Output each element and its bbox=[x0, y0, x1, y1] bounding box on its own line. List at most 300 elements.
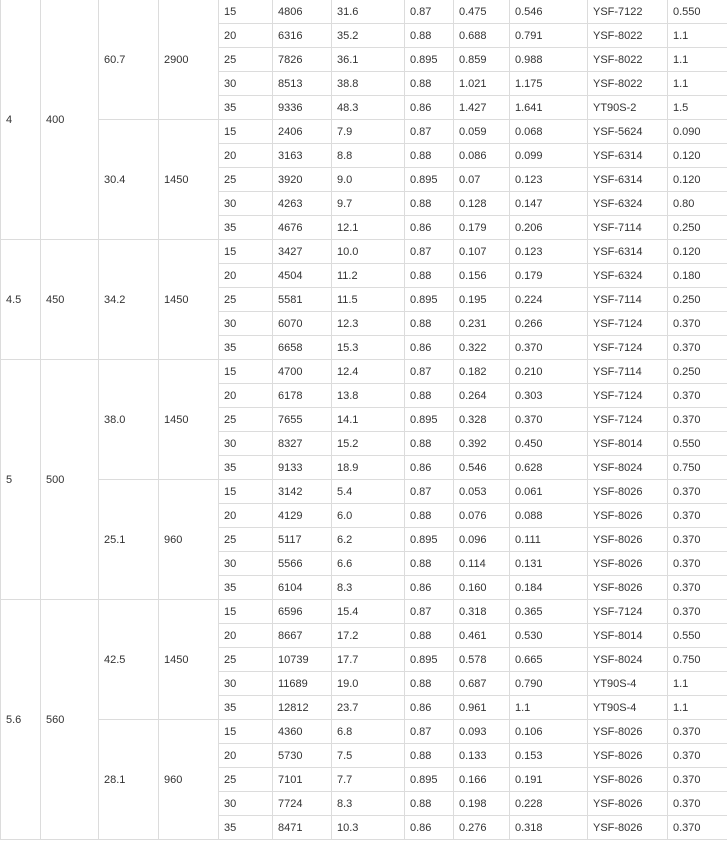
motor-power-cell: 0.090 bbox=[668, 120, 727, 144]
motor-power-cell: 0.550 bbox=[668, 0, 727, 24]
efficiency-cell: 0.88 bbox=[405, 144, 454, 168]
airflow-cell: 7826 bbox=[273, 48, 332, 72]
pressure-cell: 8.8 bbox=[332, 144, 405, 168]
angle-cell: 25 bbox=[219, 48, 273, 72]
angle-cell: 15 bbox=[219, 120, 273, 144]
efficiency-cell: 0.86 bbox=[405, 456, 454, 480]
model-no-cell: 5.6 bbox=[1, 600, 41, 840]
angle-cell: 20 bbox=[219, 24, 273, 48]
motor-model-cell: YSF-8026 bbox=[588, 528, 668, 552]
airflow-cell: 3920 bbox=[273, 168, 332, 192]
rated-power-cell: 0.450 bbox=[510, 432, 588, 456]
rated-power-cell: 0.303 bbox=[510, 384, 588, 408]
angle-cell: 35 bbox=[219, 456, 273, 480]
efficiency-cell: 0.87 bbox=[405, 360, 454, 384]
angle-cell: 35 bbox=[219, 96, 273, 120]
motor-model-cell: YSF-6314 bbox=[588, 168, 668, 192]
motor-power-cell: 1.1 bbox=[668, 672, 727, 696]
angle-cell: 15 bbox=[219, 600, 273, 624]
efficiency-cell: 0.86 bbox=[405, 336, 454, 360]
efficiency-cell: 0.895 bbox=[405, 408, 454, 432]
motor-model-cell: YSF-8026 bbox=[588, 504, 668, 528]
rated-power-cell: 0.266 bbox=[510, 312, 588, 336]
motor-power-cell: 1.5 bbox=[668, 96, 727, 120]
pressure-cell: 48.3 bbox=[332, 96, 405, 120]
airflow-cell: 3163 bbox=[273, 144, 332, 168]
shaft-power-cell: 1.427 bbox=[454, 96, 510, 120]
impeller-diameter-cell: 450 bbox=[41, 240, 99, 360]
shaft-power-cell: 0.059 bbox=[454, 120, 510, 144]
efficiency-cell: 0.88 bbox=[405, 624, 454, 648]
pressure-cell: 6.6 bbox=[332, 552, 405, 576]
angle-cell: 30 bbox=[219, 72, 273, 96]
rpm-cell: 960 bbox=[159, 480, 219, 600]
airflow-cell: 8471 bbox=[273, 816, 332, 840]
angle-cell: 25 bbox=[219, 528, 273, 552]
angle-cell: 20 bbox=[219, 384, 273, 408]
pressure-cell: 38.8 bbox=[332, 72, 405, 96]
rpm-cell: 960 bbox=[159, 720, 219, 840]
rated-power-cell: 0.206 bbox=[510, 216, 588, 240]
motor-model-cell: YSF-7124 bbox=[588, 336, 668, 360]
airflow-cell: 3427 bbox=[273, 240, 332, 264]
pressure-cell: 15.3 bbox=[332, 336, 405, 360]
motor-power-cell: 0.370 bbox=[668, 528, 727, 552]
shaft-power-cell: 0.182 bbox=[454, 360, 510, 384]
motor-model-cell: YSF-8026 bbox=[588, 744, 668, 768]
motor-model-cell: YSF-7124 bbox=[588, 312, 668, 336]
efficiency-cell: 0.88 bbox=[405, 192, 454, 216]
impeller-diameter-cell: 500 bbox=[41, 360, 99, 600]
airflow-cell: 8513 bbox=[273, 72, 332, 96]
motor-model-cell: YSF-8024 bbox=[588, 648, 668, 672]
efficiency-cell: 0.86 bbox=[405, 696, 454, 720]
motor-power-cell: 1.1 bbox=[668, 696, 727, 720]
shaft-power-cell: 0.156 bbox=[454, 264, 510, 288]
rated-power-cell: 0.665 bbox=[510, 648, 588, 672]
airflow-cell: 12812 bbox=[273, 696, 332, 720]
rpm-cell: 1450 bbox=[159, 240, 219, 360]
rated-power-cell: 0.061 bbox=[510, 480, 588, 504]
angle-cell: 25 bbox=[219, 648, 273, 672]
pressure-cell: 12.4 bbox=[332, 360, 405, 384]
shaft-power-cell: 0.687 bbox=[454, 672, 510, 696]
efficiency-cell: 0.87 bbox=[405, 120, 454, 144]
rated-power-cell: 0.791 bbox=[510, 24, 588, 48]
rated-power-cell: 0.191 bbox=[510, 768, 588, 792]
pressure-cell: 12.1 bbox=[332, 216, 405, 240]
rated-power-cell: 0.106 bbox=[510, 720, 588, 744]
shaft-power-cell: 0.076 bbox=[454, 504, 510, 528]
motor-model-cell: YSF-7122 bbox=[588, 0, 668, 24]
shaft-power-cell: 1.021 bbox=[454, 72, 510, 96]
motor-model-cell: YSF-8022 bbox=[588, 48, 668, 72]
shaft-power-cell: 0.07 bbox=[454, 168, 510, 192]
pressure-cell: 9.0 bbox=[332, 168, 405, 192]
efficiency-cell: 0.88 bbox=[405, 672, 454, 696]
efficiency-cell: 0.895 bbox=[405, 288, 454, 312]
efficiency-cell: 0.87 bbox=[405, 240, 454, 264]
angle-cell: 30 bbox=[219, 192, 273, 216]
motor-power-cell: 0.80 bbox=[668, 192, 727, 216]
efficiency-cell: 0.88 bbox=[405, 552, 454, 576]
angle-cell: 35 bbox=[219, 336, 273, 360]
rated-power-cell: 0.123 bbox=[510, 168, 588, 192]
efficiency-cell: 0.86 bbox=[405, 96, 454, 120]
shaft-power-cell: 0.133 bbox=[454, 744, 510, 768]
motor-power-cell: 0.750 bbox=[668, 648, 727, 672]
efficiency-cell: 0.86 bbox=[405, 216, 454, 240]
shaft-power-cell: 0.859 bbox=[454, 48, 510, 72]
pressure-cell: 6.2 bbox=[332, 528, 405, 552]
airflow-cell: 10739 bbox=[273, 648, 332, 672]
impeller-diameter-cell: 560 bbox=[41, 600, 99, 840]
rated-power-cell: 0.088 bbox=[510, 504, 588, 528]
pressure-cell: 14.1 bbox=[332, 408, 405, 432]
shaft-power-cell: 0.475 bbox=[454, 0, 510, 24]
airflow-cell: 6658 bbox=[273, 336, 332, 360]
motor-power-cell: 0.370 bbox=[668, 504, 727, 528]
tip-speed-cell: 38.0 bbox=[99, 360, 159, 480]
rated-power-cell: 0.370 bbox=[510, 408, 588, 432]
efficiency-cell: 0.88 bbox=[405, 312, 454, 336]
rated-power-cell: 0.153 bbox=[510, 744, 588, 768]
pressure-cell: 17.7 bbox=[332, 648, 405, 672]
efficiency-cell: 0.88 bbox=[405, 792, 454, 816]
motor-power-cell: 0.250 bbox=[668, 216, 727, 240]
shaft-power-cell: 0.166 bbox=[454, 768, 510, 792]
motor-model-cell: YSF-6324 bbox=[588, 264, 668, 288]
shaft-power-cell: 0.328 bbox=[454, 408, 510, 432]
motor-model-cell: YSF-8026 bbox=[588, 768, 668, 792]
shaft-power-cell: 0.114 bbox=[454, 552, 510, 576]
motor-power-cell: 0.120 bbox=[668, 168, 727, 192]
airflow-cell: 4360 bbox=[273, 720, 332, 744]
shaft-power-cell: 0.195 bbox=[454, 288, 510, 312]
angle-cell: 35 bbox=[219, 696, 273, 720]
pressure-cell: 23.7 bbox=[332, 696, 405, 720]
efficiency-cell: 0.88 bbox=[405, 744, 454, 768]
shaft-power-cell: 0.096 bbox=[454, 528, 510, 552]
airflow-cell: 4676 bbox=[273, 216, 332, 240]
motor-model-cell: YSF-8024 bbox=[588, 456, 668, 480]
angle-cell: 15 bbox=[219, 720, 273, 744]
rated-power-cell: 0.068 bbox=[510, 120, 588, 144]
airflow-cell: 4263 bbox=[273, 192, 332, 216]
airflow-cell: 3142 bbox=[273, 480, 332, 504]
angle-cell: 30 bbox=[219, 792, 273, 816]
angle-cell: 35 bbox=[219, 216, 273, 240]
motor-model-cell: YSF-7114 bbox=[588, 216, 668, 240]
angle-cell: 25 bbox=[219, 288, 273, 312]
table-row bbox=[1, 600, 727, 624]
airflow-cell: 4700 bbox=[273, 360, 332, 384]
rated-power-cell: 1.175 bbox=[510, 72, 588, 96]
angle-cell: 20 bbox=[219, 624, 273, 648]
airflow-cell: 6596 bbox=[273, 600, 332, 624]
rated-power-cell: 0.224 bbox=[510, 288, 588, 312]
angle-cell: 25 bbox=[219, 168, 273, 192]
airflow-cell: 6316 bbox=[273, 24, 332, 48]
motor-model-cell: YSF-8026 bbox=[588, 792, 668, 816]
airflow-cell: 5581 bbox=[273, 288, 332, 312]
motor-power-cell: 0.750 bbox=[668, 456, 727, 480]
shaft-power-cell: 0.198 bbox=[454, 792, 510, 816]
motor-model-cell: YSF-7124 bbox=[588, 384, 668, 408]
angle-cell: 15 bbox=[219, 360, 273, 384]
airflow-cell: 11689 bbox=[273, 672, 332, 696]
shaft-power-cell: 0.276 bbox=[454, 816, 510, 840]
efficiency-cell: 0.895 bbox=[405, 48, 454, 72]
pressure-cell: 36.1 bbox=[332, 48, 405, 72]
motor-power-cell: 0.550 bbox=[668, 432, 727, 456]
pressure-cell: 11.2 bbox=[332, 264, 405, 288]
pressure-cell: 13.8 bbox=[332, 384, 405, 408]
airflow-cell: 7724 bbox=[273, 792, 332, 816]
shaft-power-cell: 0.961 bbox=[454, 696, 510, 720]
angle-cell: 20 bbox=[219, 144, 273, 168]
table-row bbox=[1, 240, 727, 264]
efficiency-cell: 0.86 bbox=[405, 576, 454, 600]
airflow-cell: 6104 bbox=[273, 576, 332, 600]
motor-model-cell: YSF-8014 bbox=[588, 432, 668, 456]
shaft-power-cell: 0.318 bbox=[454, 600, 510, 624]
pressure-cell: 18.9 bbox=[332, 456, 405, 480]
angle-cell: 15 bbox=[219, 480, 273, 504]
tip-speed-cell: 42.5 bbox=[99, 600, 159, 720]
rated-power-cell: 0.131 bbox=[510, 552, 588, 576]
table-row bbox=[1, 480, 727, 504]
pressure-cell: 7.5 bbox=[332, 744, 405, 768]
motor-power-cell: 0.370 bbox=[668, 792, 727, 816]
efficiency-cell: 0.88 bbox=[405, 72, 454, 96]
pressure-cell: 7.9 bbox=[332, 120, 405, 144]
rated-power-cell: 0.228 bbox=[510, 792, 588, 816]
motor-power-cell: 0.370 bbox=[668, 816, 727, 840]
motor-power-cell: 0.370 bbox=[668, 576, 727, 600]
motor-model-cell: YT90S-4 bbox=[588, 672, 668, 696]
motor-power-cell: 0.120 bbox=[668, 144, 727, 168]
angle-cell: 15 bbox=[219, 0, 273, 24]
angle-cell: 35 bbox=[219, 576, 273, 600]
motor-power-cell: 0.370 bbox=[668, 552, 727, 576]
motor-power-cell: 0.370 bbox=[668, 336, 727, 360]
efficiency-cell: 0.87 bbox=[405, 480, 454, 504]
angle-cell: 30 bbox=[219, 552, 273, 576]
efficiency-cell: 0.88 bbox=[405, 432, 454, 456]
airflow-cell: 5730 bbox=[273, 744, 332, 768]
shaft-power-cell: 0.179 bbox=[454, 216, 510, 240]
angle-cell: 15 bbox=[219, 240, 273, 264]
efficiency-cell: 0.88 bbox=[405, 264, 454, 288]
motor-power-cell: 0.370 bbox=[668, 312, 727, 336]
motor-model-cell: YSF-7124 bbox=[588, 408, 668, 432]
pressure-cell: 35.2 bbox=[332, 24, 405, 48]
rated-power-cell: 0.318 bbox=[510, 816, 588, 840]
airflow-cell: 8327 bbox=[273, 432, 332, 456]
motor-model-cell: YSF-7114 bbox=[588, 360, 668, 384]
motor-model-cell: YSF-8022 bbox=[588, 24, 668, 48]
airflow-cell: 4504 bbox=[273, 264, 332, 288]
airflow-cell: 5117 bbox=[273, 528, 332, 552]
shaft-power-cell: 0.107 bbox=[454, 240, 510, 264]
motor-power-cell: 1.1 bbox=[668, 48, 727, 72]
tip-speed-cell: 25.1 bbox=[99, 480, 159, 600]
shaft-power-cell: 0.128 bbox=[454, 192, 510, 216]
rated-power-cell: 0.988 bbox=[510, 48, 588, 72]
airflow-cell: 7101 bbox=[273, 768, 332, 792]
motor-power-cell: 0.250 bbox=[668, 360, 727, 384]
pressure-cell: 31.6 bbox=[332, 0, 405, 24]
shaft-power-cell: 0.322 bbox=[454, 336, 510, 360]
efficiency-cell: 0.88 bbox=[405, 504, 454, 528]
efficiency-cell: 0.895 bbox=[405, 648, 454, 672]
shaft-power-cell: 0.160 bbox=[454, 576, 510, 600]
angle-cell: 25 bbox=[219, 408, 273, 432]
angle-cell: 30 bbox=[219, 672, 273, 696]
table-body bbox=[1, 0, 727, 840]
motor-power-cell: 0.370 bbox=[668, 768, 727, 792]
rpm-cell: 1450 bbox=[159, 600, 219, 720]
tip-speed-cell: 34.2 bbox=[99, 240, 159, 360]
motor-power-cell: 0.180 bbox=[668, 264, 727, 288]
motor-model-cell: YSF-7114 bbox=[588, 288, 668, 312]
model-no-cell: 5 bbox=[1, 360, 41, 600]
pressure-cell: 8.3 bbox=[332, 576, 405, 600]
tip-speed-cell: 30.4 bbox=[99, 120, 159, 240]
motor-power-cell: 0.550 bbox=[668, 624, 727, 648]
shaft-power-cell: 0.392 bbox=[454, 432, 510, 456]
rated-power-cell: 0.184 bbox=[510, 576, 588, 600]
motor-model-cell: YSF-8026 bbox=[588, 816, 668, 840]
motor-model-cell: YSF-8022 bbox=[588, 72, 668, 96]
airflow-cell: 8667 bbox=[273, 624, 332, 648]
rated-power-cell: 0.111 bbox=[510, 528, 588, 552]
airflow-cell: 9336 bbox=[273, 96, 332, 120]
impeller-diameter-cell: 400 bbox=[41, 0, 99, 240]
pressure-cell: 9.7 bbox=[332, 192, 405, 216]
rpm-cell: 2900 bbox=[159, 0, 219, 120]
pressure-cell: 15.2 bbox=[332, 432, 405, 456]
motor-power-cell: 0.250 bbox=[668, 288, 727, 312]
pressure-cell: 10.3 bbox=[332, 816, 405, 840]
rated-power-cell: 0.546 bbox=[510, 0, 588, 24]
rated-power-cell: 0.790 bbox=[510, 672, 588, 696]
motor-power-cell: 1.1 bbox=[668, 72, 727, 96]
motor-model-cell: YSF-8026 bbox=[588, 552, 668, 576]
airflow-cell: 5566 bbox=[273, 552, 332, 576]
rated-power-cell: 0.628 bbox=[510, 456, 588, 480]
rated-power-cell: 1.1 bbox=[510, 696, 588, 720]
motor-model-cell: YT90S-2 bbox=[588, 96, 668, 120]
motor-model-cell: YSF-8026 bbox=[588, 576, 668, 600]
shaft-power-cell: 0.688 bbox=[454, 24, 510, 48]
angle-cell: 25 bbox=[219, 768, 273, 792]
motor-power-cell: 0.120 bbox=[668, 240, 727, 264]
rated-power-cell: 0.179 bbox=[510, 264, 588, 288]
rpm-cell: 1450 bbox=[159, 120, 219, 240]
efficiency-cell: 0.87 bbox=[405, 600, 454, 624]
rated-power-cell: 1.641 bbox=[510, 96, 588, 120]
airflow-cell: 6178 bbox=[273, 384, 332, 408]
rated-power-cell: 0.147 bbox=[510, 192, 588, 216]
motor-power-cell: 1.1 bbox=[668, 24, 727, 48]
shaft-power-cell: 0.231 bbox=[454, 312, 510, 336]
efficiency-cell: 0.88 bbox=[405, 384, 454, 408]
motor-model-cell: YSF-8014 bbox=[588, 624, 668, 648]
pressure-cell: 19.0 bbox=[332, 672, 405, 696]
pressure-cell: 17.2 bbox=[332, 624, 405, 648]
shaft-power-cell: 0.086 bbox=[454, 144, 510, 168]
angle-cell: 35 bbox=[219, 816, 273, 840]
rpm-cell: 1450 bbox=[159, 360, 219, 480]
table-row bbox=[1, 0, 727, 24]
pressure-cell: 7.7 bbox=[332, 768, 405, 792]
motor-power-cell: 0.370 bbox=[668, 408, 727, 432]
model-no-cell: 4.5 bbox=[1, 240, 41, 360]
rated-power-cell: 0.210 bbox=[510, 360, 588, 384]
pressure-cell: 11.5 bbox=[332, 288, 405, 312]
motor-power-cell: 0.370 bbox=[668, 744, 727, 768]
table-row bbox=[1, 360, 727, 384]
pressure-cell: 5.4 bbox=[332, 480, 405, 504]
motor-power-cell: 0.370 bbox=[668, 384, 727, 408]
shaft-power-cell: 0.264 bbox=[454, 384, 510, 408]
pressure-cell: 12.3 bbox=[332, 312, 405, 336]
rated-power-cell: 0.530 bbox=[510, 624, 588, 648]
tip-speed-cell: 28.1 bbox=[99, 720, 159, 840]
pressure-cell: 15.4 bbox=[332, 600, 405, 624]
angle-cell: 30 bbox=[219, 312, 273, 336]
motor-power-cell: 0.370 bbox=[668, 720, 727, 744]
rated-power-cell: 0.099 bbox=[510, 144, 588, 168]
motor-model-cell: YSF-6324 bbox=[588, 192, 668, 216]
motor-model-cell: YSF-7124 bbox=[588, 600, 668, 624]
efficiency-cell: 0.88 bbox=[405, 24, 454, 48]
table-row bbox=[1, 120, 727, 144]
shaft-power-cell: 0.578 bbox=[454, 648, 510, 672]
rated-power-cell: 0.123 bbox=[510, 240, 588, 264]
tip-speed-cell: 60.7 bbox=[99, 0, 159, 120]
shaft-power-cell: 0.093 bbox=[454, 720, 510, 744]
motor-power-cell: 0.370 bbox=[668, 480, 727, 504]
efficiency-cell: 0.86 bbox=[405, 816, 454, 840]
angle-cell: 20 bbox=[219, 744, 273, 768]
efficiency-cell: 0.895 bbox=[405, 768, 454, 792]
motor-power-cell: 0.370 bbox=[668, 600, 727, 624]
angle-cell: 20 bbox=[219, 504, 273, 528]
angle-cell: 30 bbox=[219, 432, 273, 456]
pressure-cell: 8.3 bbox=[332, 792, 405, 816]
motor-model-cell: YSF-8026 bbox=[588, 720, 668, 744]
table-row bbox=[1, 720, 727, 744]
motor-model-cell: YSF-6314 bbox=[588, 144, 668, 168]
airflow-cell: 4129 bbox=[273, 504, 332, 528]
motor-model-cell: YSF-6314 bbox=[588, 240, 668, 264]
airflow-cell: 2406 bbox=[273, 120, 332, 144]
shaft-power-cell: 0.546 bbox=[454, 456, 510, 480]
efficiency-cell: 0.87 bbox=[405, 720, 454, 744]
motor-model-cell: YSF-5624 bbox=[588, 120, 668, 144]
motor-model-cell: YSF-8026 bbox=[588, 480, 668, 504]
efficiency-cell: 0.895 bbox=[405, 168, 454, 192]
angle-cell: 20 bbox=[219, 264, 273, 288]
motor-model-cell: YT90S-4 bbox=[588, 696, 668, 720]
shaft-power-cell: 0.461 bbox=[454, 624, 510, 648]
rated-power-cell: 0.365 bbox=[510, 600, 588, 624]
airflow-cell: 7655 bbox=[273, 408, 332, 432]
pressure-cell: 10.0 bbox=[332, 240, 405, 264]
